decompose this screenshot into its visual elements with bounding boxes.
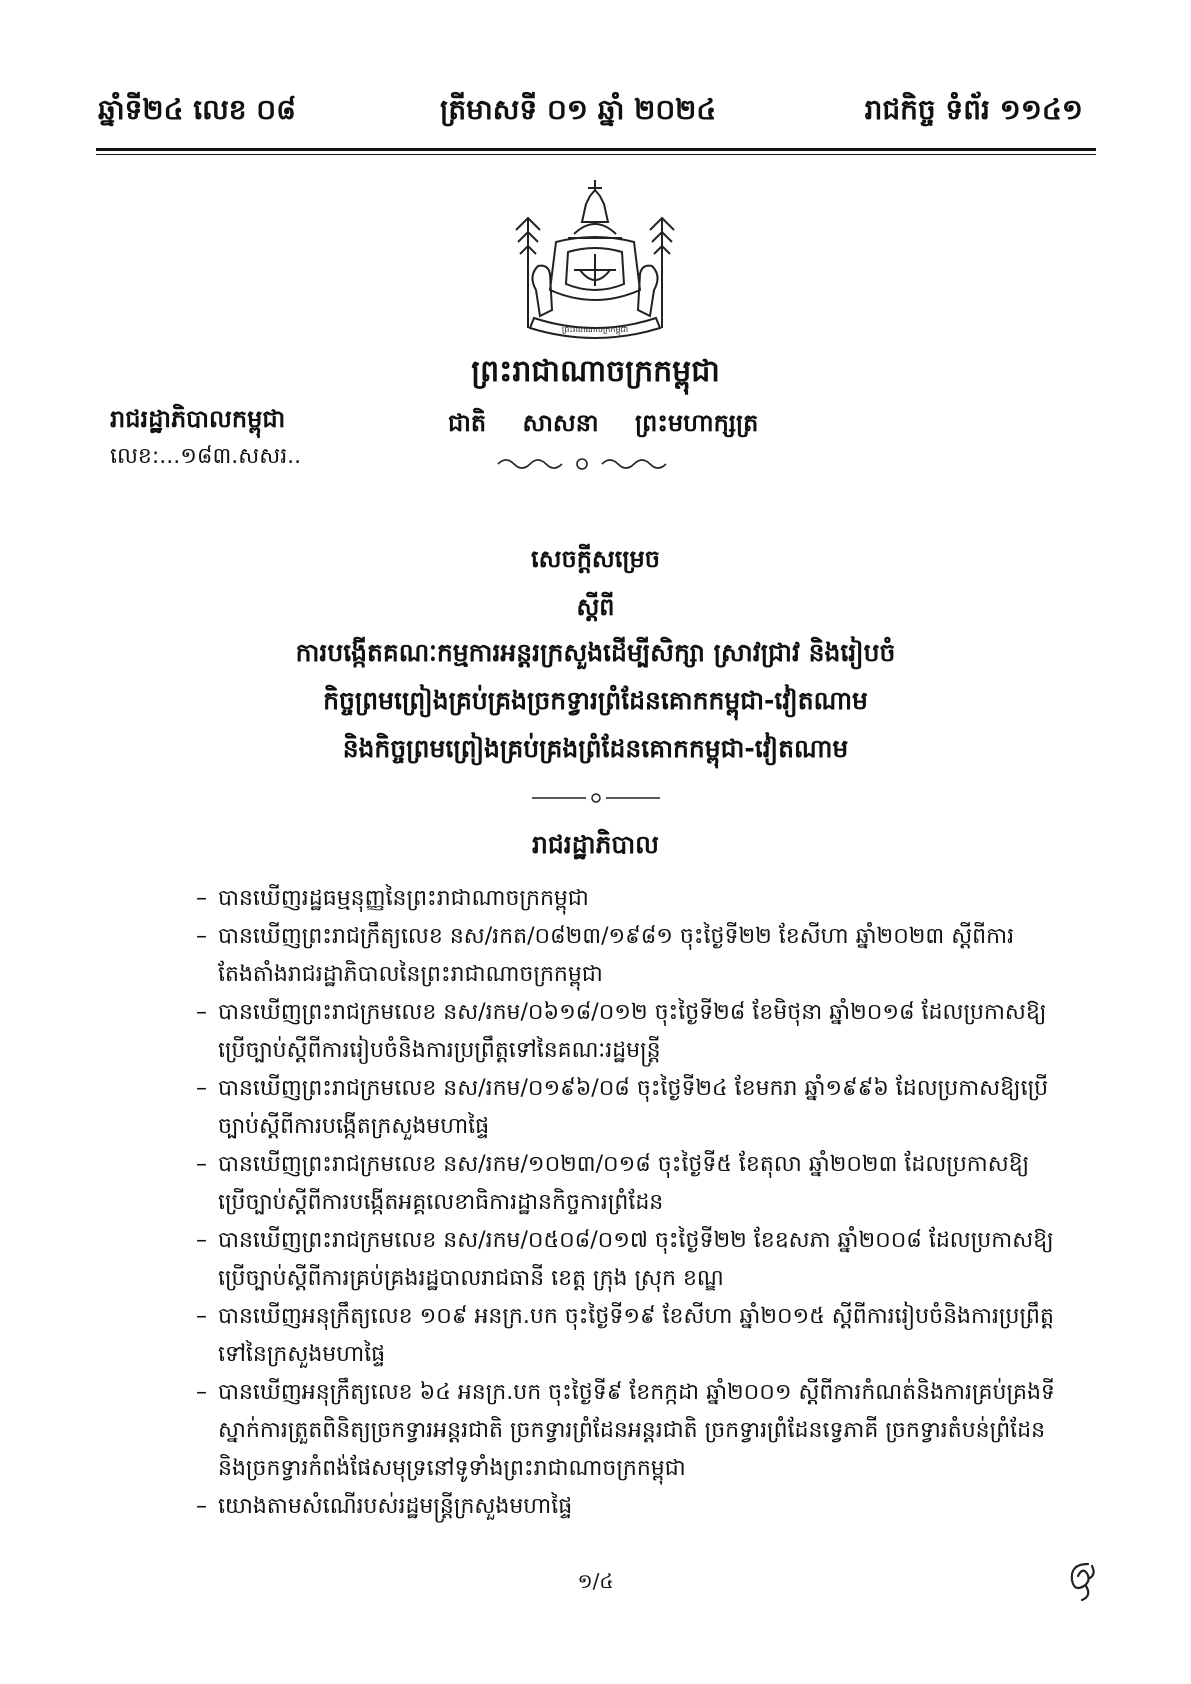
subject-line-3: និងកិច្ចព្រមព្រៀងគ្រប់គ្រងព្រំដែនគោកកម្ពុជា-វៀតណាម xyxy=(342,734,849,763)
list-bullet: – xyxy=(196,1304,207,1329)
list-item xyxy=(196,880,1056,918)
issuing-government: រាជរដ្ឋាភិបាលកម្ពុជា xyxy=(110,405,286,433)
list-item-text: បានឃើញព្រះរាជក្រឹត្យលេខ នស/រកត/០៨២៣/១៩៨១ ចុះថ្ងៃទី២២ ខែសីហា ឆ្នាំ២០២៣ ស្តីពីការតែងតាំងរាជរដ្ឋាភិបាលនៃព្រះរាជាណាចក្រកម្ពុជា xyxy=(218,924,1015,987)
list-item xyxy=(196,1146,1056,1222)
gazette-quarter: ត្រីមាសទី ០១ ឆ្នាំ ២០២៤ xyxy=(440,93,717,126)
list-bullet: – xyxy=(196,1228,207,1253)
list-bullet: – xyxy=(196,924,207,949)
list-bullet: – xyxy=(196,1380,207,1405)
gazette-page: រាជកិច្ច ទំព័រ ១១៤១ xyxy=(864,93,1083,126)
royal-coat-of-arms-icon xyxy=(494,178,696,346)
concerning-label: ស្តីពី xyxy=(576,593,615,621)
document-type: សេចក្តីសម្រេច xyxy=(530,545,661,573)
subject-line-1: ការបង្កើតគណៈកម្មការអន្តរក្រសួងដើម្បីសិក្សា ស្រាវជ្រាវ និងរៀបចំ xyxy=(295,638,896,667)
list-bullet: – xyxy=(196,886,207,911)
list-item xyxy=(196,1374,1056,1488)
list-item-text: បានឃើញអនុក្រឹត្យលេខ ១០៩ អនក្រ.បក ចុះថ្ងៃទី១៩ ខែសីហា ឆ្នាំ២០១៥ ស្តីពីការរៀបចំនិងការប្រព្រឹត្តទៅនៃក្រសួងមហាផ្ទៃ xyxy=(218,1304,1054,1367)
list-bullet: – xyxy=(196,1494,207,1519)
document-number: លេខ:...១៨៣.សសរ.. xyxy=(110,444,302,469)
list-item-text: បានឃើញព្រះរាជក្រមលេខ នស/រកម/០៦១៨/០១២ ចុះថ្ងៃទី២៨ ខែមិថុនា ឆ្នាំ២០១៨ ដែលប្រកាសឱ្យប្រើច្បាប់ស្តីពីការរៀបចំនិងការប្រព្រឹត្តទៅនៃគណៈរដ្ឋមន្ត្រី xyxy=(218,1000,1047,1063)
list-item-text: បានឃើញអនុក្រឹត្យលេខ ៦៤ អនក្រ.បក ចុះថ្ងៃទី៩ ខែកក្កដា ឆ្នាំ២០០១ ស្តីពីការកំណត់និងការគ្រប់គ្រងទីស្នាក់ការត្រួតពិនិត្យច្រកទ្វារអន្តរជាតិ ច្រកទ្វារព្រំដែនអន្តរជាតិ ច្រកទ្វារព្រំដែនទ្វេភាគី ច្រកទ្វារតំបន់ព្រំដែន និងច្រកទ្វារកំពង់ផែសមុទ្រនៅទូទាំងព្រះរាជាណាចក្រកម្ពុជា xyxy=(218,1380,1055,1481)
list-item-text: បានឃើញព្រះរាជក្រមលេខ នស/រកម/០៥០៨/០១៧ ចុះថ្ងៃទី២២ ខែឧសភា ឆ្នាំ២០០៨ ដែលប្រកាសឱ្យប្រើច្បាប់ស្តីពីការគ្រប់គ្រងរដ្ឋបាលរាជធានី ខេត្ត ក្រុង ស្រុក ខណ្ឌ xyxy=(218,1228,1054,1291)
list-item xyxy=(196,1070,1056,1146)
list-item xyxy=(196,918,1056,994)
list-item-text: បានឃើញព្រះរាជក្រមលេខ នស/រកម/០១៩៦/០៨ ចុះថ្ងៃទី២៤ ខែមករា ឆ្នាំ១៩៩៦ ដែលប្រកាសឱ្យប្រើច្បាប់ស្តីពីការបង្កើតក្រសួងមហាផ្ទៃ xyxy=(218,1076,1049,1139)
list-bullet: – xyxy=(196,1000,207,1025)
header-rule-thick xyxy=(96,148,1096,151)
list-item-text: បានឃើញរដ្ឋធម្មនុញ្ញនៃព្រះរាជាណាចក្រកម្ពុជា xyxy=(218,886,589,911)
kingdom-title: ព្រះរាជាណាចក្រកម្ពុជា xyxy=(471,354,720,389)
government-heading: រាជរដ្ឋាភិបាល xyxy=(532,830,659,859)
subject-line-2: កិច្ចព្រមព្រៀងគ្រប់គ្រងច្រកទ្វារព្រំដែនគោកកម្ពុជា-វៀតណាម xyxy=(323,686,868,715)
list-bullet: – xyxy=(196,1076,207,1101)
list-item xyxy=(196,1298,1056,1374)
list-item xyxy=(196,1488,1056,1526)
section-divider-icon xyxy=(532,792,660,804)
list-item-text: បានឃើញព្រះរាជក្រមលេខ នស/រកម/១០២៣/០១៨ ចុះថ្ងៃទី៥ ខែតុលា ឆ្នាំ២០២៣ ដែលប្រកាសឱ្យប្រើច្បាប់ស្តីពីការបង្កើតអគ្គលេខាធិការដ្ឋានកិច្ចការព្រំដែន xyxy=(218,1152,1030,1215)
gazette-issue: ឆ្នាំទី២៤ លេខ ០៨ xyxy=(98,93,296,126)
list-item-text: យោងតាមសំណើរបស់រដ្ឋមន្ត្រីក្រសួងមហាផ្ទៃ xyxy=(218,1494,573,1519)
list-item xyxy=(196,994,1056,1070)
national-motto: ជាតិ សាសនា ព្រះមហាក្សត្រ xyxy=(448,409,759,437)
motto-ornament-icon xyxy=(492,452,672,476)
list-item xyxy=(196,1222,1056,1298)
header-rule-thin xyxy=(96,154,1096,155)
considerations-list xyxy=(196,880,1056,1526)
emblem-ribbon-text: ព្រះរាជាណាចក្រកម្ពុជា xyxy=(561,325,629,334)
list-bullet: – xyxy=(196,1152,207,1177)
handwritten-initial-icon xyxy=(1062,1556,1102,1604)
page-number: ១/៤ xyxy=(577,1569,614,1593)
